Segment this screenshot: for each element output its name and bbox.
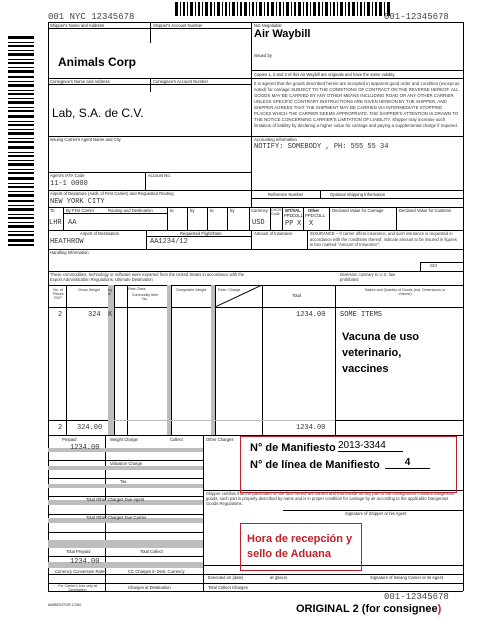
routing-destination-label: Routing and Destination (108, 208, 153, 213)
currency-label: Currency (251, 208, 268, 213)
requested-flight-label: Requested Flight/Date (180, 231, 222, 236)
total-collect-charges-label: Total Collect Charges (208, 585, 248, 590)
consignee-name-label: Consignee's Name and Address (50, 79, 110, 84)
at-place-label: at (place) (270, 575, 288, 580)
reference-number-label: Reference Number (268, 192, 304, 197)
awb-number-right: 001-12345678 (384, 12, 449, 22)
tax-label: Tax (120, 479, 127, 484)
optional-shipping-label: Optional Shipping Information (330, 192, 386, 197)
signature-shipper-label: Signature of Shipper or his Agent (345, 511, 407, 516)
form-source: AWBEDITOR.COM (48, 603, 81, 607)
iata-code-label: Agent's IATA Code (50, 173, 85, 178)
total-sum: 1234.00 (296, 424, 326, 432)
rate-class-label: Rate Class (128, 287, 146, 291)
original-copy-paren: ) (437, 603, 442, 615)
to-code-value: LHR (49, 219, 62, 227)
signature-carrier-label: Signature of Issuing Carrier or its Agent (370, 575, 444, 580)
total-value: 1234.00 (296, 311, 326, 319)
reception-box (240, 523, 362, 571)
to2-label: to (170, 208, 174, 213)
no-pieces-label: No. of Pieces RCP (52, 288, 64, 301)
goods-value: SOME ITEMS (340, 311, 383, 319)
original-copy-text: ORIGINAL 2 (for consignee (296, 603, 438, 615)
kg-lb-label: kg lb (108, 288, 112, 297)
amount-insurance-label: Amount of Insurance (254, 231, 293, 236)
reception-line-1: Hora de recepción y (247, 533, 353, 545)
nature-quantity-label: Nature and Quantity of Goods (incl. Dimensions or Volume) (364, 288, 446, 297)
declared-carriage-label: Declared Value for Carriage (332, 208, 384, 213)
destination-value: HEATHROW (50, 238, 84, 246)
currency-conversion-label: Currency Conversion Rates (55, 569, 107, 574)
prepaid-weight: 1234.00 (70, 444, 100, 452)
issuing-agent-label: Issuing Carrier's Agent Name and City (50, 137, 121, 142)
by-first-carrier-label: By First Carrier (66, 208, 95, 213)
shipper-account-label: Shipper's Account Number (153, 23, 203, 28)
diversion-text: Diversion contrary to U.S. law prohibited (340, 272, 396, 282)
total-prepaid-label: Total Prepaid (66, 549, 91, 554)
vaccine-note-2: veterinario, (342, 347, 402, 359)
original-copy-label (296, 603, 441, 615)
executed-on-label: Executed on (date) (208, 575, 244, 580)
manifest-line-label: N° de línea de Manifiesto (250, 459, 380, 471)
accounting-info-label: Accounting Information (254, 137, 297, 142)
insurance-text: INSURANCE – If carrier offers insurance, and such insurance is requested in accordance with the conditions thereof, indicate amount to be insured in figures in box marked "Amount of Insurance". (310, 231, 457, 247)
handling-info-label: Handling Information (50, 250, 89, 255)
carrier-use-label: For Carrier's Use only at Destination (58, 584, 97, 593)
airport-departure-label: Airport of Departure (Addr. of First Carrier) and Requested Routing (50, 191, 174, 196)
coll-label: COLL (292, 213, 303, 218)
iata-code-value: 11-1 0000 (50, 180, 88, 188)
total-label: Total (292, 293, 301, 298)
cc-charges-label: CC Charges in Dest. Currency (128, 569, 185, 574)
other-charges-label: Other Charges (206, 437, 234, 442)
conditions-text: It is agreed that the goods described herein are accepted in apparent good order and condition (except as noted) for carriage SUBJECT TO THE CONDITIONS OF CONTRACT ON THE REVERSE HEREOF. ALL GOODS MAY BE CARRIED BY ANY OTHER MEANS INCLUDING ROAD OR ANY OTHER CARRIER UNLESS SPECIFIC CONTRARY INSTRUCTIONS ARE GIVEN HEREON BY THE SHIPPER, AND SHIPPER AGREES THAT THE SHIPMENT MAY BE CARRIED VIA INTERMEDIATE STOPPING PLACES WHICH THE CARRIER DEEMS APPROPRIATE. THE SHIPPER'S ATTENTION IS DRAWN TO THE NOTICE CONCERNING CARRIER'S LIMITATION OF LIABILITY. Shipper may increase such limitation of liability by declaring a higher value for carriage and paying a supplemental charge if required. (254, 81, 460, 128)
weight-value: 324 (88, 311, 101, 319)
awb-number-bottom: 001-12345678 (384, 592, 449, 602)
airport-destination-label: Airport of Destination (80, 231, 120, 236)
pieces-total: 2 (58, 424, 63, 432)
ppd-label: PPD (284, 213, 293, 218)
x2-value: X (309, 220, 314, 228)
due-carrier-label: Total Other Charges Due Carrier (86, 515, 147, 520)
charges-destination-label: Charges at Destination (128, 585, 171, 590)
chgs-code-label: CHGS Code (271, 208, 282, 217)
reception-line-2: sello de Aduana (247, 548, 331, 560)
departure-value: NEW YORK CITY (50, 198, 105, 206)
by3-label: by (230, 208, 235, 213)
ppd2-label: PPD (305, 213, 314, 218)
valuation-charge-label: Valuation Charge (110, 461, 143, 466)
to-label: To (50, 208, 55, 213)
awb-number-left: 001 NYC 12345678 (48, 12, 135, 22)
coll2-label: COLL (314, 213, 325, 218)
side-barcode (8, 36, 34, 246)
shipper-value: Animals Corp (58, 55, 137, 69)
export-text: These commodities, technology or software were exported from the United States in accordance with the Export Administration Regulations. Ultimate Destination (50, 272, 245, 282)
manifest-label: N° de Manifiesto (250, 442, 336, 454)
form-title: Air Waybill (254, 28, 311, 40)
consignee-account-label: Consignee's Account Number (153, 79, 209, 84)
due-agent-label: Total Other Charges Due Agent (86, 497, 145, 502)
total-prepaid-value: 1234.00 (70, 558, 100, 566)
chargeable-weight-label: Chargeable Weight (175, 288, 207, 292)
x1-value: X (297, 220, 302, 228)
prepaid-label: Prepaid (62, 437, 77, 442)
shipper-certifies-text: Shipper certifies that the particulars on the face hereof are correct and that insofar as any part of the consignment contains dangerous goods, such part is properly described by name and is in proper condition for carriage by air according to the applicable Dangerous Goods Regulations. (206, 491, 454, 506)
consignee-value: Lab, S.A. de C.V. (52, 106, 144, 120)
rate-label: Rate / Charge (218, 288, 241, 292)
notify-value: NOTIFY: SOMEBODY , PH: 555 55 34 (254, 143, 389, 151)
gross-weight-label: Gross Weight (78, 288, 100, 292)
top-barcode (175, 2, 390, 16)
manifest-value: 2013-3344 (338, 440, 403, 452)
other-label: Other (308, 208, 320, 213)
declared-customs-label: Declared Value for Customs (399, 208, 452, 213)
first-carrier-value: AA (68, 219, 77, 227)
collect-label: Collect (170, 437, 183, 442)
account-no-label: Account No. (148, 173, 171, 178)
ppd-mark-value: PP (285, 220, 294, 228)
pieces-value: 2 (58, 311, 63, 319)
vaccine-note-3: vaccines (342, 363, 389, 375)
issued-by-label: Issued by (254, 53, 272, 58)
to3-label: to (210, 208, 214, 213)
sci-label: SCI (430, 263, 437, 268)
unit-value: K (108, 311, 113, 319)
wt-val-label: WT/VAL (285, 208, 301, 213)
shipper-name-label: Shipper's Name and Address (50, 23, 105, 28)
currency-value: USD (252, 219, 265, 227)
not-negotiable-label: Not Negotiable (254, 23, 282, 28)
copies-note: Copies 1, 2 and 3 of this Air Waybill are originals and have the same validity. (254, 72, 396, 77)
vaccine-note-1: Vacuna de uso (342, 331, 420, 343)
manifest-line-value: 4 (385, 457, 430, 469)
weight-charge-label: Weight Charge (110, 437, 138, 442)
by2-label: by (190, 208, 195, 213)
flight-value: AA1234/12 (150, 238, 188, 246)
commodity-item-label: Commodity Item No. (131, 293, 159, 302)
total-collect-label: Total Collect (140, 549, 163, 554)
weight-total: 324.00 (77, 424, 103, 432)
